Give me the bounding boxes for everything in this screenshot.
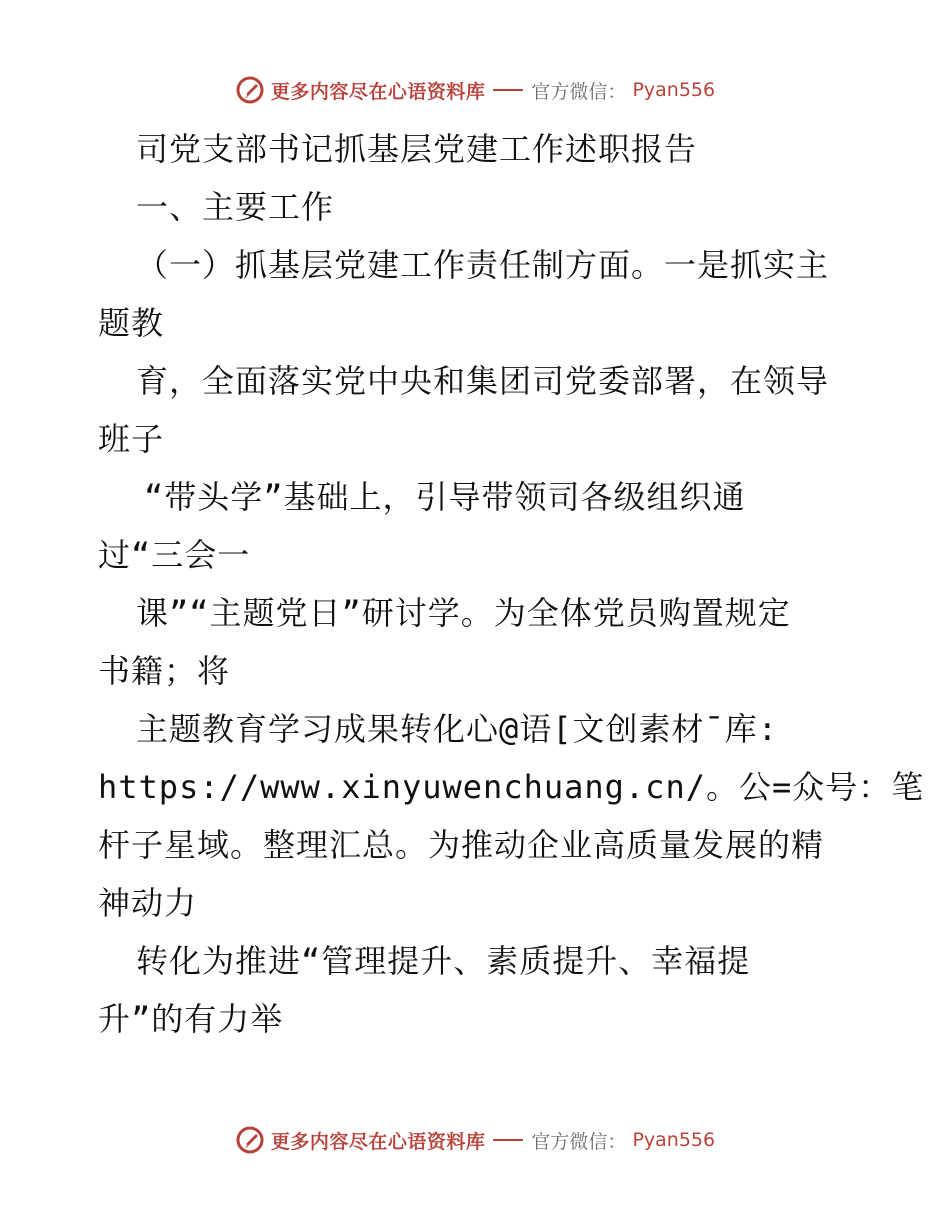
paragraph-line: 育，全面落实党中央和集团司党委部署，在领导 (136, 362, 830, 400)
paragraph-line: 主题教育学习成果转化心@语[文创素材¯库: (136, 710, 779, 748)
paragraph-line: 过“三会一 (98, 536, 251, 574)
paragraph-line: 升”的有力举 (98, 1000, 284, 1038)
paragraph-line: 书籍；将 (98, 652, 231, 690)
paragraph-line: 课”“主题党日”研讨学。为全体党员购置规定 (136, 594, 791, 632)
pen-circle-logo-icon (235, 75, 265, 105)
paragraph-line: （一）抓基层党建工作责任制方面。一是抓实主 (136, 246, 830, 284)
pen-circle-logo-icon (235, 1125, 265, 1155)
paragraph-line: 题教 (98, 304, 165, 342)
banner-dash (493, 89, 523, 91)
banner-main-text: 更多内容尽在心语资料库 (270, 80, 486, 103)
paragraph-line: 杆子星域。整理汇总。为推动企业高质量发展的精 (98, 826, 825, 864)
section-heading: 一、主要工作 (136, 188, 335, 226)
paragraph-line: “带头学”基础上，引导带领司各级组织通 (144, 478, 746, 516)
document-title: 司党支部书记抓基层党建工作述职报告 (136, 130, 698, 168)
paragraph-line: https://www.xinyuwenchuang.cn/。公=众号：笔 (98, 768, 925, 806)
paragraph-line: 班子 (98, 420, 165, 458)
banner-sub-text: 官方微信： (531, 80, 627, 103)
banner-wechat-id: Pyan556 (632, 79, 716, 101)
banner-main-text: 更多内容尽在心语资料库 (270, 1130, 486, 1153)
banner-dash (493, 1139, 523, 1141)
paragraph-line: 神动力 (98, 884, 198, 922)
paragraph-line: 转化为推进“管理提升、素质提升、幸福提 (136, 942, 751, 980)
document-body (98, 120, 925, 1048)
banner-wechat-id: Pyan556 (632, 1129, 716, 1151)
banner-sub-text: 官方微信： (531, 1130, 627, 1153)
footer-banner (0, 1120, 950, 1160)
header-banner (0, 70, 950, 110)
